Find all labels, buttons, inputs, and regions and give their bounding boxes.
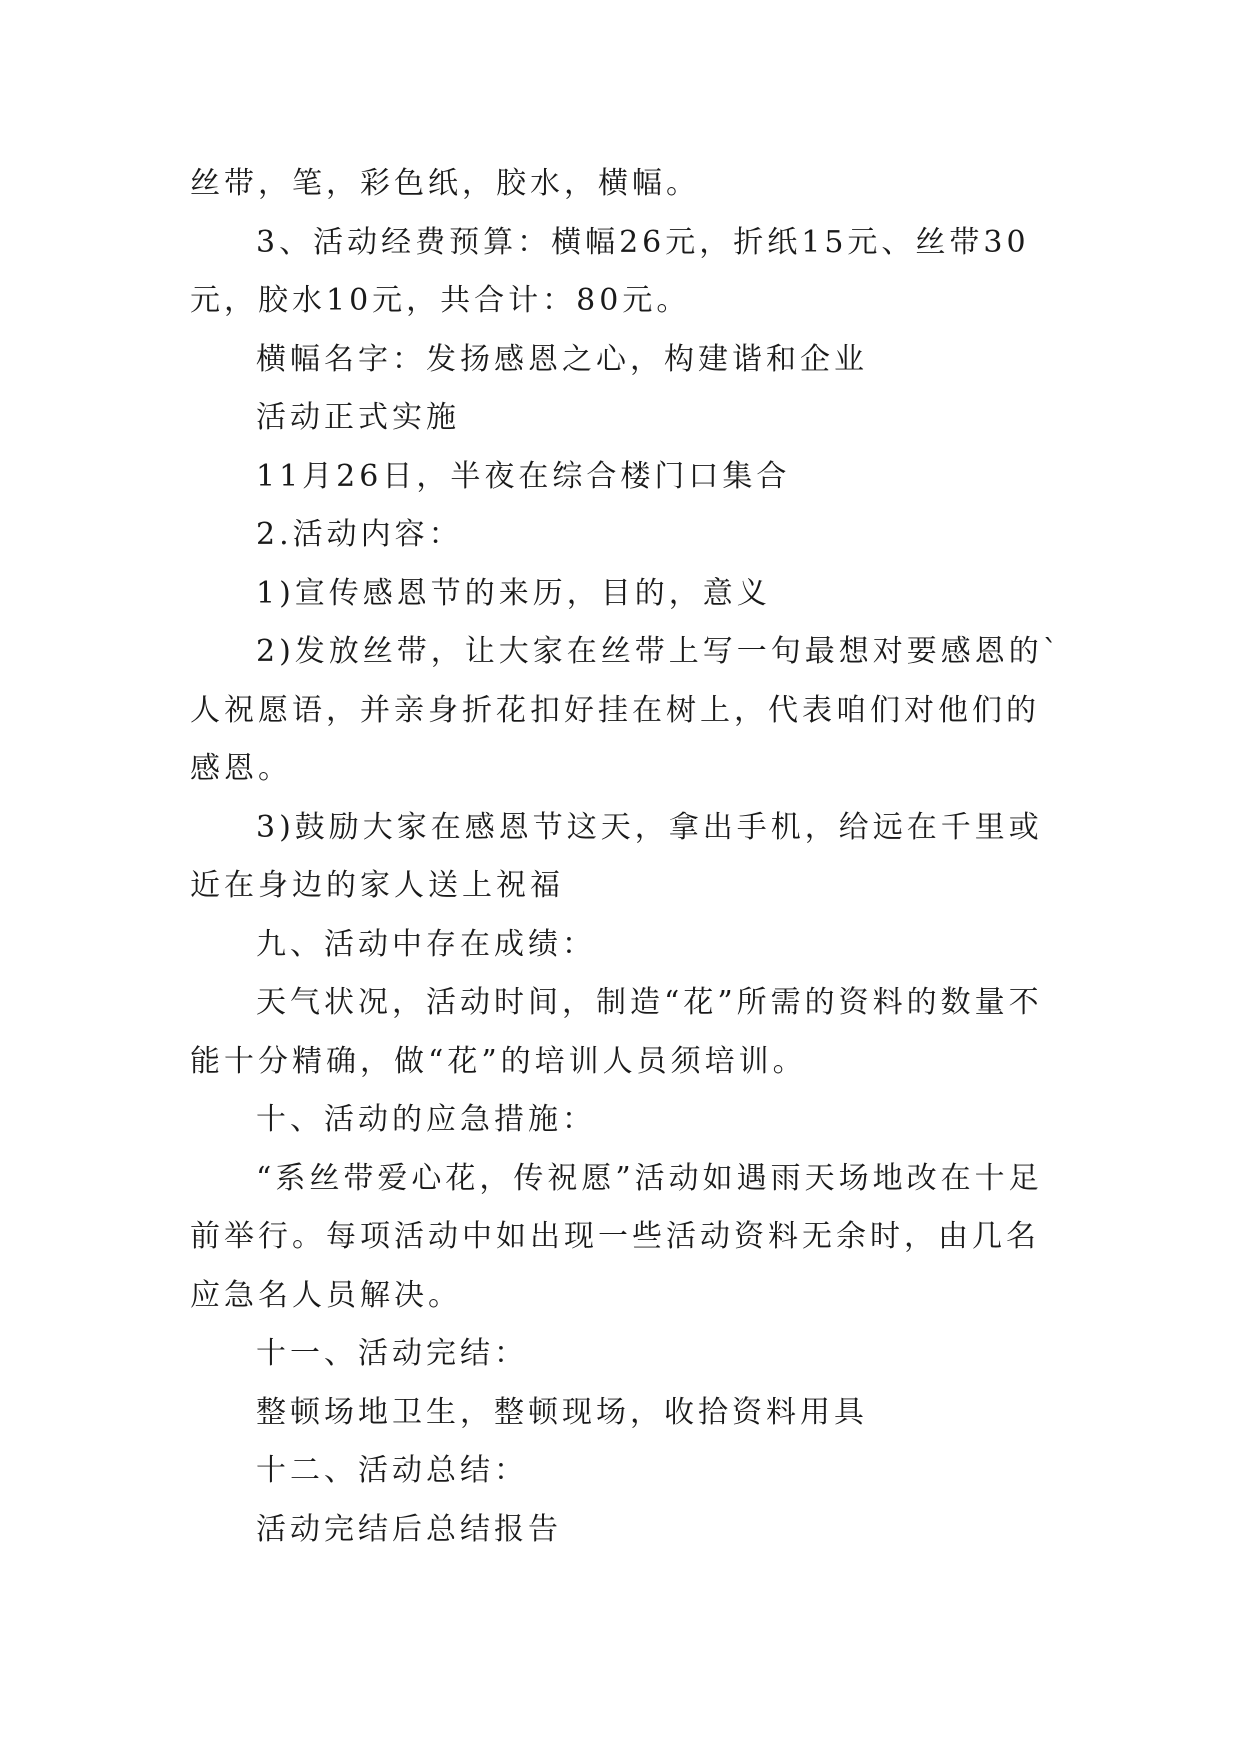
paragraph: 活动正式实施 (256, 400, 460, 435)
section-heading: 十、活动的应急措施： (256, 1102, 596, 1137)
section-heading: 十一、活动完结： (256, 1336, 528, 1371)
paragraph: 2.活动内容： (256, 517, 463, 552)
paragraph: 3)鼓励大家在感恩节这天，拿出手机，给远在千里或近在身边的家人送上祝福 (190, 809, 1043, 903)
paragraph: 2)发放丝带，让大家在丝带上写一句最想对要感恩的`人祝愿语，并亲身折花扣好挂在树上，代表咱们对他们的感恩。 (190, 634, 1062, 786)
paragraph: 天气状况，活动时间，制造“花”所需的资料的数量不能十分精确，做“花”的培训人员须培训。 (190, 985, 1043, 1079)
paragraph: 活动完结后总结报告 (256, 1511, 562, 1547)
paragraph: “系丝带爱心花，传祝愿”活动如遇雨天场地改在十足前举行。每项活动中如出现一些活动资料无余时，由几名应急名人员解决。 (190, 1160, 1043, 1313)
document-body (190, 155, 1070, 1559)
paragraph: 11月26日，半夜在综合楼门口集合 (256, 458, 791, 494)
paragraph: 横幅名字：发扬感恩之心，构建谐和企业 (256, 341, 868, 377)
section-heading: 九、活动中存在成绩： (256, 926, 596, 962)
paragraph: 丝带，笔，彩色纸，胶水，横幅。 (190, 166, 700, 201)
paragraph: 整顿场地卫生，整顿现场，收拾资料用具 (256, 1394, 868, 1430)
paragraph: 1)宣传感恩节的来历，目的，意义 (256, 575, 771, 611)
section-heading: 十二、活动总结： (256, 1453, 528, 1488)
paragraph: 3、活动经费预算：横幅26元，折纸15元、丝带30元，胶水10元，共合计：80元。 (190, 224, 1030, 318)
